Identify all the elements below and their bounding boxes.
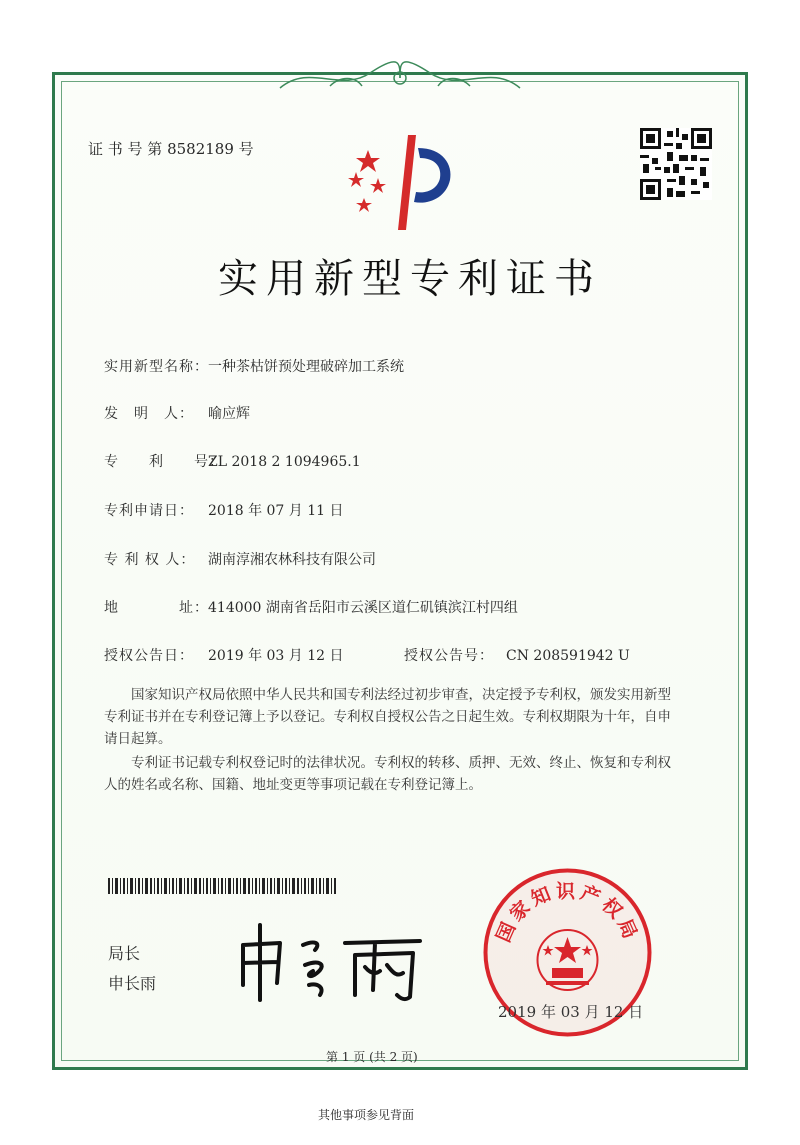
barcode-icon bbox=[108, 878, 338, 894]
grant-number-value: CN 208591942 U bbox=[506, 648, 630, 664]
certificate-number: 证 书 号 第 8582189 号 bbox=[88, 140, 254, 158]
name-label: 实用新型名称： bbox=[104, 359, 209, 375]
patentee-label: 专 利 权 人： bbox=[104, 552, 196, 568]
grant-date-value: 2019 年 03 月 12 日 bbox=[208, 648, 344, 664]
qr-code-icon bbox=[640, 128, 712, 200]
name-value: 一种茶枯饼预处理破碎加工系统 bbox=[208, 359, 404, 375]
inventor-label: 发 明 人： bbox=[104, 406, 194, 422]
filing-date-value: 2018 年 07 月 11 日 bbox=[208, 503, 344, 519]
director-title: 局长 bbox=[108, 944, 141, 963]
director-name: 申长雨 bbox=[108, 974, 157, 993]
footer-note: 其他事项参见背面 bbox=[318, 1108, 415, 1122]
certificate-title: 实用新型专利证书 bbox=[218, 256, 602, 302]
patent-office-emblem-icon bbox=[338, 130, 462, 238]
address-label: 地 址： bbox=[104, 600, 209, 616]
address-value: 414000 湖南省岳阳市云溪区道仁矶镇滨江村四组 bbox=[208, 600, 518, 616]
legal-status-paragraph: 专利证书记载专利权登记时的法律状况。专利权的转移、质押、无效、终止、恢复和专利权人的姓名或名称、国籍、地址变更等事项记载在专利登记簿上。 bbox=[104, 755, 671, 793]
page-info: 第 1 页 (共 2 页) bbox=[326, 1050, 418, 1064]
grant-number-label: 授权公告号： bbox=[404, 648, 494, 664]
inventor-value: 喻应辉 bbox=[208, 406, 250, 422]
patentee-value: 湖南淳湘农林科技有限公司 bbox=[208, 552, 376, 568]
seal-text: 国家知识产权局 bbox=[492, 880, 643, 946]
filing-date-label: 专利申请日： bbox=[104, 503, 194, 519]
grant-date-label: 授权公告日： bbox=[104, 648, 194, 664]
patent-number-label: 专 利 号： bbox=[104, 454, 224, 470]
seal-date: 2019 年 03 月 12 日 bbox=[498, 1003, 644, 1021]
grant-statement-paragraph: 国家知识产权局依照中华人民共和国专利法经过初步审查，决定授予专利权，颁发实用新型专利证书并在专利登记簿上予以登记。专利权自授权公告之日起生效。专利权期限为十年，自申请日起算。 bbox=[104, 687, 671, 747]
director-signature-icon bbox=[225, 915, 435, 1005]
top-ornament-icon bbox=[270, 58, 530, 98]
patent-number-value: ZL 2018 2 1094965.1 bbox=[208, 454, 361, 470]
